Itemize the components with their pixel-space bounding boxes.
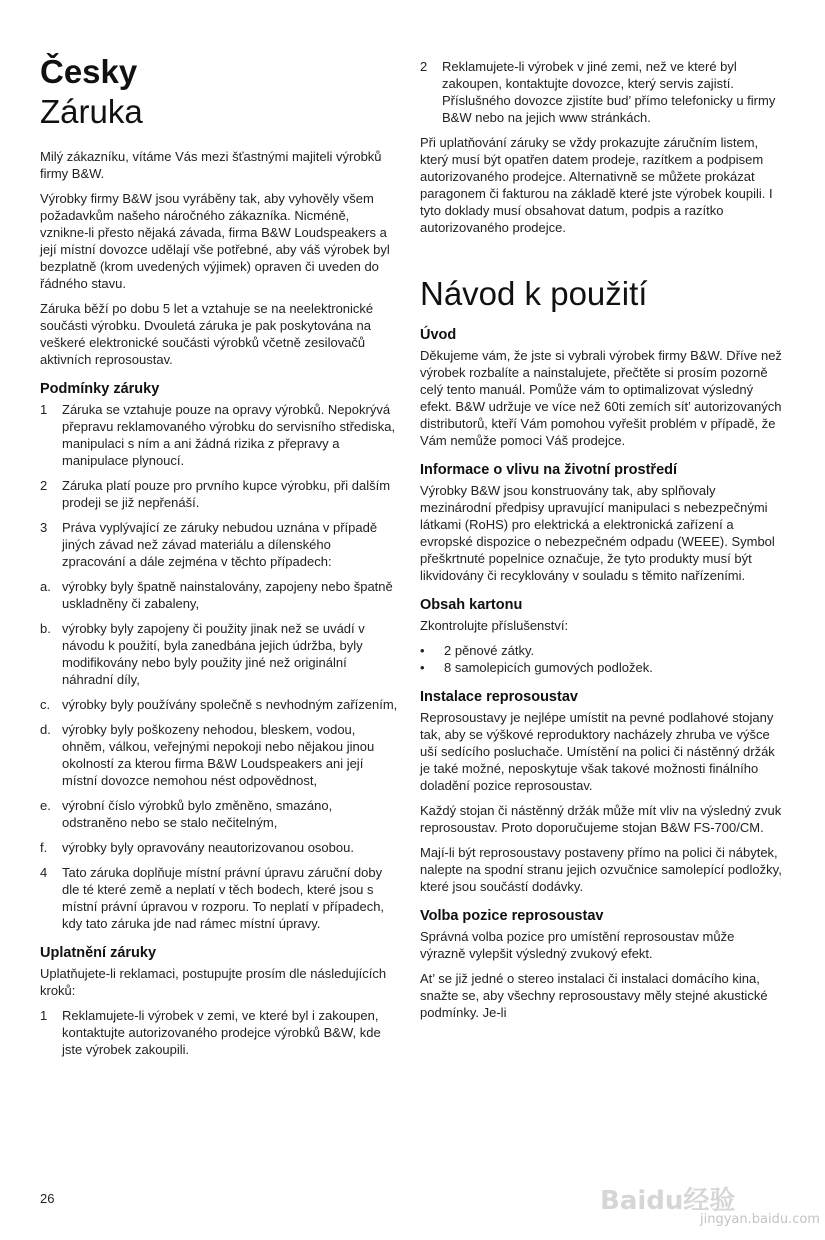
condition-item: d. výrobky byly poškozeny nehodou, bleskem, vodou, ohněm, válkou, veřejnými nepokoji nebo nějakou jinou okolností za kterou firma B&W Loudspeakers ani její místní dovozce nemohou nést odpovědnost, [40,722,375,788]
claim-step: 1 Reklamujete-li výrobek v zemi, ve které byl i zakoupen, kontaktujte autorizovaného prodejce výrobků B&W, kde jste výrobek zakoupili. [40,1008,381,1057]
box-contents-heading: Obsah kartonu [420,597,523,613]
condition-item: a. výrobky byly špatně nainstalovány, zapojeny nebo špatně uskladněny či zabaleny, [40,579,393,611]
installation-paragraph: Mají-li být reprosoustavy postaveny přímo na polici či nábytek, nalepte na spodní stranu jejich ozvučnice samolepící podložky, které jsou součástí dodávky. [420,845,782,894]
bullet-icon: • [420,643,425,658]
intro-paragraph: Výrobky firmy B&W jsou vyráběny tak, aby vyhověly všem požadavkům našeho náročného zákazníka. Nicméně, vznikne-li přesto nějaká závada, firma B&W Loudspeakers a její místní dovozce udělají vše potřebné, aby váš výrobek byl bezplatně (krom uvedených výjimek) opraven či uveden do řádného stavu. [40,191,390,291]
intro-paragraph: Milý zákazníku, vítáme Vás mezi šťastnými majiteli výrobků firmy B&W. [40,149,382,181]
environment-heading: Informace o vlivu na životní prostředí [420,462,678,478]
installation-paragraph: Reprosoustavy je nejlépe umístit na pevné podlahové stojany tak, aby se výškové reproduktory nacházely zhruba ve výšce uší sedícího posluchače. Umístění na polici či nástěnný držák je také možné, neposkytuje však takové možnosti finálního doladění pozice reprosoustav. [420,710,775,793]
right-column [420,58,782,1029]
installation-paragraph: Každý stojan či nástěnný držák může mít vliv na výsledný zvuk reprosoustav. Proto doporučujeme stojan B&W FS-700/CM. [420,803,782,835]
manual-title: Návod k použití [420,275,648,312]
intro-paragraph: Záruka běží po dobu 5 let a vztahuje se na neelektronické součásti výrobku. Dvouletá záruka je pak poskytována na veškeré elektronické součásti výrobků včetně zesilovačů aktivních reprosoustav. [40,301,374,367]
position-paragraph: At’ se již jedné o stereo instalaci či instalaci domácího kina, snažte se, aby všechny reprosoustavy měly stejné akustické podmínky. Je-li [420,971,768,1020]
warranty-title: Záruka [40,93,143,130]
claim-intro: Uplatňujete-li reklamaci, postupujte prosím dle následujících kroků: [40,966,387,998]
condition-item: c. výrobky byly používány společně s nevhodným zařízením, [40,697,398,712]
left-column [40,52,398,1066]
position-heading: Volba pozice reprosoustav [420,908,604,924]
intro-heading: Úvod [420,327,457,343]
box-contents-intro: Zkontrolujte příslušenství: [420,618,569,633]
intro-text: Děkujeme vám, že jste si vybrali výrobek firmy B&W. Dříve než výrobek rozbalíte a nainstalujete, přečtěte si prosím pozorně celý tento manuál. Pomůže vám to optimalizovat výsledný efekt. B&W udržuje ve více než 60ti zemích sít’ autorizovaných distributorů, kteří Vám pomohou vyřešit problém v případě, že Vám nemůže pomoci Váš prodejce. [420,348,782,448]
language-heading: Česky [40,53,138,90]
claim-heading: Uplatnění záruky [40,945,157,961]
environment-text: Výrobky B&W jsou konstruovány tak, aby splňovaly mezinárodní předpisy upravující manipulaci s nebezpečnými látkami (RoHS) pro elektrická a elektronická zařízení a evropské dispozice o nebezpečném odpadu (WEEE). Symbol přeškrtnuté popelnice označuje, že tyto produkty musí být likvidovány či recyklovány v souladu s těmito nařízeními. [420,483,775,583]
position-paragraph: Správná volba pozice pro umístění reprosoustav může výrazně vylepšit výsledný zvukový efekt. [420,929,735,961]
condition-item: 4 Tato záruka doplňuje místní právní úpravu záruční doby dle té které země a neplatí v těch bodech, které jsou s místní právní úpravou v rozporu. To neplatí v případech, kdy tato záruka jde nad rámec místní úpravy. [40,865,385,931]
claim-note: Při uplatňování záruky se vždy prokazujte záručním listem, který musí být opatřen datem prodeje, razítkem a podpisem autorizovaného prodejce. Alternativně se můžete prokázat paragonem či fakturou na základě které jste výrobek koupili. I tyto doklady musí obsahovat datum, podpis a razítko autorizovaného prodejce. [420,135,773,235]
condition-item: 2 Záruka platí pouze pro prvního kupce výrobku, při dalším prodeji se již nepřenáší. [40,478,391,510]
condition-item: 1 Záruka se vztahuje pouze na opravy výrobků. Nepokrývá přepravu reklamovaného výrobku do servisního střediska, manipulaci s ním a ani žádná rizika z přepravy a manipulace plynoucí. [40,402,396,468]
watermark-url: jingyan.baidu.com [700,1212,820,1227]
bullet-icon: • [420,660,425,675]
condition-item: 3 Práva vyplývající ze záruky nebudou uznána v případě jiných závad než závad materiálu a dílenského zpracování a dále zejména v těchto případech: [40,520,378,569]
list-item: • 8 samolepicích gumových podložek. [420,660,653,675]
installation-heading: Instalace reprosoustav [420,689,578,705]
conditions-heading: Podmínky záruky [40,381,160,397]
box-contents-list [420,642,782,676]
list-item: • 2 pěnové zátky. [420,643,535,658]
watermark: Baidu经验 [600,1186,736,1216]
claim-step: 2 Reklamujete-li výrobek v jiné zemi, než ve které byl zakoupen, kontaktujte dovozce, který servis zajistí. Příslušného dovozce zjistíte bud’ přímo telefonicky u firmy B&W nebo na jejich www stránkách. [420,59,776,125]
page-number: 26 [40,1191,55,1206]
condition-item: f. výrobky byly opravovány neautorizovanou osobou. [40,840,354,855]
condition-item: b. výrobky byly zapojeny či použity jinak než se uvádí v návodu k použití, byla zanedbána jejich údržba, byly modifikovány nebo byly použity jiné než originální náhradní díly, [40,621,365,687]
condition-item: e. výrobní číslo výrobků bylo změněno, smazáno, odstraněno nebo se stalo nečitelným, [40,798,333,830]
